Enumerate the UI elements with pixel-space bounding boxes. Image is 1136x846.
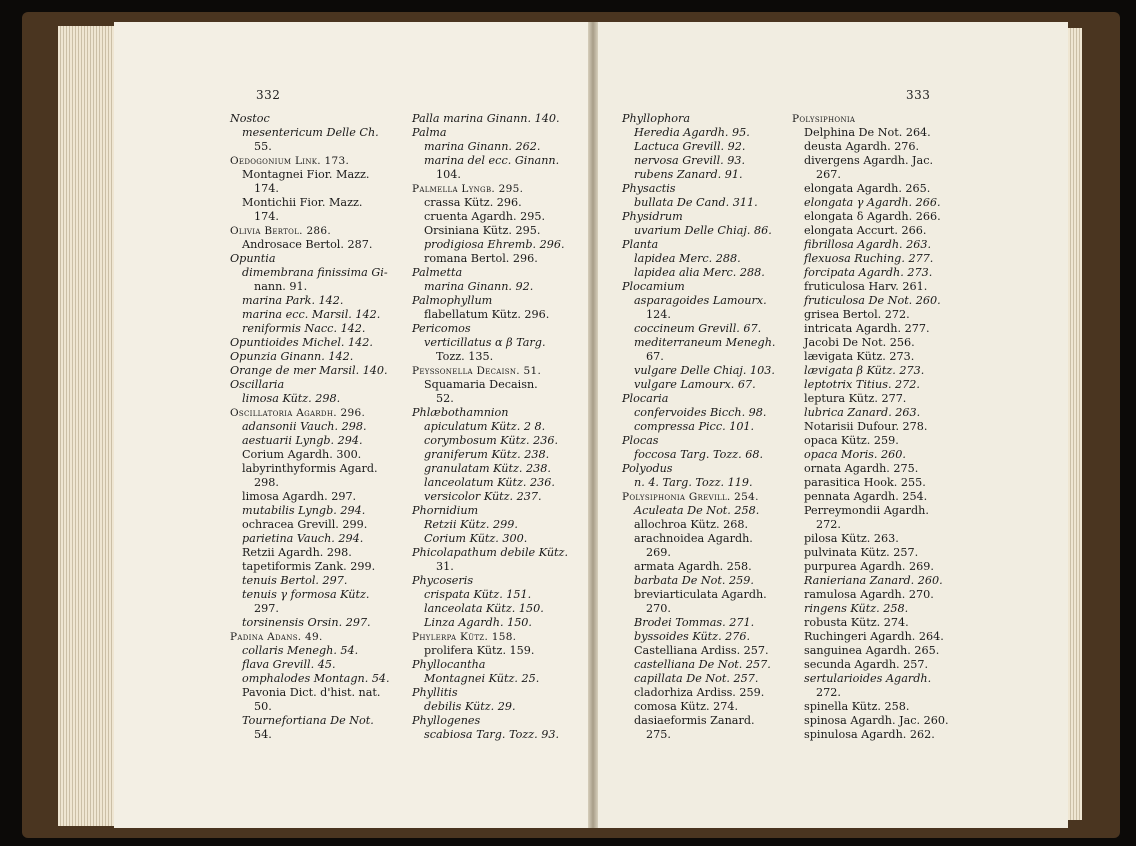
index-entry: torsinensis Orsin. 297.: [242, 616, 371, 629]
right-page-column-1: [622, 112, 775, 742]
index-entry: reniformis Nacc. 142.: [242, 322, 366, 335]
index-entry: opaca Moris. 260.: [804, 448, 906, 461]
index-entry: 50.: [254, 700, 272, 713]
index-entry: Phyllocantha: [412, 658, 486, 671]
index-entry: Polysiphonia: [792, 113, 856, 125]
index-entry: 54.: [254, 728, 272, 741]
index-entry: lævigata Kütz. 273.: [804, 350, 915, 363]
index-entry: lanceolatum Kütz. 236.: [424, 476, 555, 489]
index-entry: 52.: [436, 392, 454, 405]
index-entry: 124.: [646, 308, 671, 321]
index-entry: Jacobi De Not. 256.: [804, 336, 915, 349]
index-entry: lapidea alia Merc. 288.: [634, 266, 765, 279]
index-entry: dimembrana finissima Gi-: [242, 266, 388, 279]
index-entry: armata Agardh. 258.: [634, 560, 752, 573]
index-entry: debilis Kütz. 29.: [424, 700, 516, 713]
index-entry: vulgare Lamourx. 67.: [634, 378, 756, 391]
index-entry: Phylerpa Kütz. 158.: [412, 631, 517, 643]
index-entry: scabiosa Targ. Tozz. 93.: [424, 728, 560, 741]
index-entry: allochroa Kütz. 268.: [634, 518, 749, 531]
index-entry: fruticulosa De Not. 260.: [804, 294, 941, 307]
index-entry: 297.: [254, 602, 279, 615]
index-entry: Peyssonella Decaisn. 51.: [412, 365, 542, 377]
index-entry: Lactuca Grevill. 92.: [634, 140, 746, 153]
index-entry: 270.: [646, 602, 671, 615]
index-entry: deusta Agardh. 276.: [804, 140, 920, 153]
index-entry: Palmophyllum: [412, 294, 493, 307]
index-entry: Tozz. 135.: [436, 350, 494, 363]
index-entry: Olivia Bertol. 286.: [230, 225, 332, 237]
index-entry: collaris Menegh. 54.: [242, 644, 359, 657]
index-entry: opaca Kütz. 259.: [804, 434, 899, 447]
index-entry: 269.: [646, 546, 671, 559]
index-entry: robusta Kütz. 274.: [804, 616, 909, 629]
index-entry: apiculatum Kütz. 2 8.: [424, 420, 546, 433]
index-entry: Polysiphonia Grevill. 254.: [622, 491, 759, 503]
index-entry: Opunzia Ginann. 142.: [230, 350, 354, 363]
left-page-number: 332: [256, 88, 281, 102]
index-entry: arachnoidea Agardh.: [634, 532, 753, 545]
index-entry: forcipata Agardh. 273.: [804, 266, 933, 279]
index-entry: Montichii Fior. Mazz.: [242, 196, 363, 209]
index-entry: cladorhiza Ardiss. 259.: [634, 686, 765, 699]
index-entry: pilosa Kütz. 263.: [804, 532, 899, 545]
index-entry: Phyllogenes: [412, 714, 481, 727]
index-entry: marina Park. 142.: [242, 294, 344, 307]
index-entry: Montagnei Fior. Mazz.: [242, 168, 370, 181]
index-entry: Oscillaria: [230, 378, 285, 391]
index-entry: Retzii Agardh. 298.: [242, 546, 352, 559]
index-entry: lævigata β Kütz. 273.: [804, 364, 925, 377]
index-entry: spinella Kütz. 258.: [804, 700, 910, 713]
index-entry: crassa Kütz. 296.: [424, 196, 522, 209]
index-entry: marina ecc. Marsil. 142.: [242, 308, 381, 321]
index-entry: Tournefortiana De Not.: [242, 714, 374, 727]
index-entry: Brodei Tommas. 271.: [634, 616, 755, 629]
index-entry: elongata γ Agardh. 266.: [804, 196, 941, 209]
index-entry: Oscillatoria Agardh. 296.: [230, 407, 366, 419]
index-entry: Pericomos: [412, 322, 471, 335]
index-entry: elongata Agardh. 265.: [804, 182, 931, 195]
index-entry: spinosa Agardh. Jac. 260.: [804, 714, 949, 727]
index-entry: aestuarii Lyngb. 294.: [242, 434, 363, 447]
index-entry: flexuosa Ruching. 277.: [804, 252, 934, 265]
index-entry: Phyllophora: [622, 112, 691, 125]
index-entry: Montagnei Kütz. 25.: [424, 672, 540, 685]
index-entry: Phicolapathum debile Kütz.: [412, 546, 569, 559]
index-entry: Pavonia Dict. d'hist. nat.: [242, 686, 381, 699]
index-entry: elongata Accurt. 266.: [804, 224, 927, 237]
index-entry: Perreymondii Agardh.: [804, 504, 929, 517]
index-entry: Palla marina Ginann. 140.: [412, 112, 560, 125]
index-entry: lanceolata Kütz. 150.: [424, 602, 544, 615]
index-entry: divergens Agardh. Jac.: [804, 154, 934, 167]
index-entry: Oedogonium Link. 173.: [230, 155, 350, 167]
index-entry: 272.: [816, 518, 841, 531]
index-entry: bullata De Cand. 311.: [634, 196, 758, 209]
index-entry: romana Bertol. 296.: [424, 252, 538, 265]
index-entry: Palmella Lyngb. 295.: [412, 183, 524, 195]
index-entry: 174.: [254, 182, 279, 195]
index-entry: secunda Agardh. 257.: [804, 658, 929, 671]
index-entry: Castelliana Ardiss. 257.: [634, 644, 769, 657]
index-entry: Planta: [622, 238, 659, 251]
index-entry: asparagoides Lamourx.: [634, 294, 767, 307]
index-entry: Retzii Kütz. 299.: [424, 518, 518, 531]
index-entry: marina del ecc. Ginann.: [424, 154, 560, 167]
right-page-column-2: [792, 112, 949, 742]
index-entry: coccineum Grevill. 67.: [634, 322, 762, 335]
index-entry: barbata De Not. 259.: [634, 574, 754, 587]
page-edges-left: [58, 26, 116, 826]
index-entry: Padina Adans. 49.: [230, 631, 323, 643]
right-page-number: 333: [906, 88, 931, 102]
index-entry: Phlæbothamnion: [412, 406, 509, 419]
index-entry: Androsace Bertol. 287.: [242, 238, 373, 251]
index-entry: parasitica Hook. 255.: [804, 476, 926, 489]
index-entry: intricata Agardh. 277.: [804, 322, 930, 335]
index-entry: prolifera Kütz. 159.: [424, 644, 535, 657]
index-entry: Physactis: [622, 182, 676, 195]
index-entry: labyrinthyformis Agard.: [242, 462, 378, 475]
index-entry: Heredia Agardh. 95.: [634, 126, 750, 139]
index-entry: 174.: [254, 210, 279, 223]
index-entry: omphalodes Montagn. 54.: [242, 672, 390, 685]
index-entry: flava Grevill. 45.: [242, 658, 336, 671]
index-entry: Phornidium: [412, 504, 479, 517]
index-entry: Orsiniana Kütz. 295.: [424, 224, 541, 237]
index-entry: comosa Kütz. 274.: [634, 700, 739, 713]
index-entry: Ranieriana Zanard. 260.: [804, 574, 943, 587]
index-entry: vulgare Delle Chiaj. 103.: [634, 364, 775, 377]
index-entry: sanguinea Agardh. 265.: [804, 644, 940, 657]
index-entry: 275.: [646, 728, 671, 741]
index-entry: Plocamium: [622, 280, 685, 293]
index-entry: lubrica Zanard. 263.: [804, 406, 921, 419]
index-entry: ornata Agardh. 275.: [804, 462, 919, 475]
index-entry: confervoides Bicch. 98.: [634, 406, 767, 419]
index-entry: Opuntia: [230, 252, 276, 265]
index-entry: ramulosa Agardh. 270.: [804, 588, 934, 601]
index-entry: dasiaeformis Zanard.: [634, 714, 755, 727]
index-entry: lapidea Merc. 288.: [634, 252, 741, 265]
index-entry: mutabilis Lyngb. 294.: [242, 504, 366, 517]
index-entry: purpurea Agardh. 269.: [804, 560, 934, 573]
index-entry: corymbosum Kütz. 236.: [424, 434, 559, 447]
index-entry: breviarticulata Agardh.: [634, 588, 767, 601]
index-entry: foccosa Targ. Tozz. 68.: [634, 448, 764, 461]
index-entry: 298.: [254, 476, 279, 489]
index-entry: castelliana De Not. 257.: [634, 658, 771, 671]
index-entry: fruticulosa Harv. 261.: [804, 280, 928, 293]
index-entry: mesentericum Delle Ch.: [242, 126, 379, 139]
index-entry: grisea Bertol. 272.: [804, 308, 910, 321]
index-entry: Nostoc: [230, 112, 270, 125]
index-entry: uvarium Delle Chiaj. 86.: [634, 224, 772, 237]
index-entry: cruenta Agardh. 295.: [424, 210, 546, 223]
index-entry: flabellatum Kütz. 296.: [424, 308, 550, 321]
index-entry: nann. 91.: [254, 280, 308, 293]
index-entry: Linza Agardh. 150.: [424, 616, 532, 629]
index-entry: ringens Kütz. 258.: [804, 602, 909, 615]
index-entry: limosa Kütz. 298.: [242, 392, 341, 405]
index-entry: tenuis Bertol. 297.: [242, 574, 348, 587]
index-entry: Physidrum: [622, 210, 683, 223]
index-entry: pulvinata Kütz. 257.: [804, 546, 919, 559]
index-entry: Notarisii Dufour. 278.: [804, 420, 928, 433]
index-entry: Delphina De Not. 264.: [804, 126, 931, 139]
index-entry: Corium Agardh. 300.: [242, 448, 362, 461]
index-entry: 67.: [646, 350, 664, 363]
index-entry: limosa Agardh. 297.: [242, 490, 357, 503]
left-page-column-2: [412, 112, 568, 742]
index-entry: byssoides Kütz. 276.: [634, 630, 751, 643]
index-entry: nervosa Grevill. 93.: [634, 154, 746, 167]
book-gutter: [588, 22, 598, 828]
index-entry: Plocas: [622, 434, 659, 447]
index-entry: leptura Kütz. 277.: [804, 392, 907, 405]
index-entry: Palmetta: [412, 266, 463, 279]
index-entry: 55.: [254, 140, 272, 153]
index-entry: Ruchingeri Agardh. 264.: [804, 630, 944, 643]
index-entry: Orange de mer Marsil. 140.: [230, 364, 388, 377]
index-entry: adansonii Vauch. 298.: [242, 420, 367, 433]
index-entry: parietina Vauch. 294.: [242, 532, 364, 545]
index-entry: Phyllitis: [412, 686, 458, 699]
index-entry: tenuis γ formosa Kütz.: [242, 588, 370, 601]
index-entry: Opuntioides Michel. 142.: [230, 336, 373, 349]
index-entry: 272.: [816, 686, 841, 699]
index-entry: Polyodus: [622, 462, 673, 475]
index-entry: 267.: [816, 168, 841, 181]
index-entry: pennata Agardh. 254.: [804, 490, 928, 503]
index-entry: prodigiosa Ehremb. 296.: [424, 238, 565, 251]
index-entry: versicolor Kütz. 237.: [424, 490, 542, 503]
index-entry: granulatam Kütz. 238.: [424, 462, 551, 475]
index-entry: marina Ginann. 92.: [424, 280, 534, 293]
index-entry: ochracea Grevill. 299.: [242, 518, 368, 531]
index-entry: marina Ginann. 262.: [424, 140, 541, 153]
index-entry: verticillatus α β Targ.: [424, 336, 546, 349]
index-entry: capillata De Not. 257.: [634, 672, 759, 685]
index-entry: mediterraneum Menegh.: [634, 336, 776, 349]
index-entry: spinulosa Agardh. 262.: [804, 728, 935, 741]
index-entry: Plocaria: [622, 392, 669, 405]
index-entry: Aculeata De Not. 258.: [634, 504, 760, 517]
index-entry: sertularioides Agardh.: [804, 672, 932, 685]
index-entry: crispata Kütz. 151.: [424, 588, 532, 601]
index-entry: n. 4. Targ. Tozz. 119.: [634, 476, 753, 489]
left-page-column-1: [230, 112, 390, 742]
index-entry: 31.: [436, 560, 454, 573]
index-entry: rubens Zanard. 91.: [634, 168, 743, 181]
index-entry: compressa Picc. 101.: [634, 420, 755, 433]
index-entry: Squamaria Decaisn.: [424, 378, 538, 391]
index-entry: Palma: [412, 126, 447, 139]
index-entry: graniferum Kütz. 238.: [424, 448, 550, 461]
index-entry: Corium Kütz. 300.: [424, 532, 528, 545]
index-entry: elongata δ Agardh. 266.: [804, 210, 941, 223]
index-entry: 104.: [436, 168, 461, 181]
index-entry: fibrillosa Agardh. 263.: [804, 238, 932, 251]
index-entry: leptotrix Titius. 272.: [804, 378, 920, 391]
index-entry: Phycoseris: [412, 574, 474, 587]
index-entry: tapetiformis Zank. 299.: [242, 560, 376, 573]
